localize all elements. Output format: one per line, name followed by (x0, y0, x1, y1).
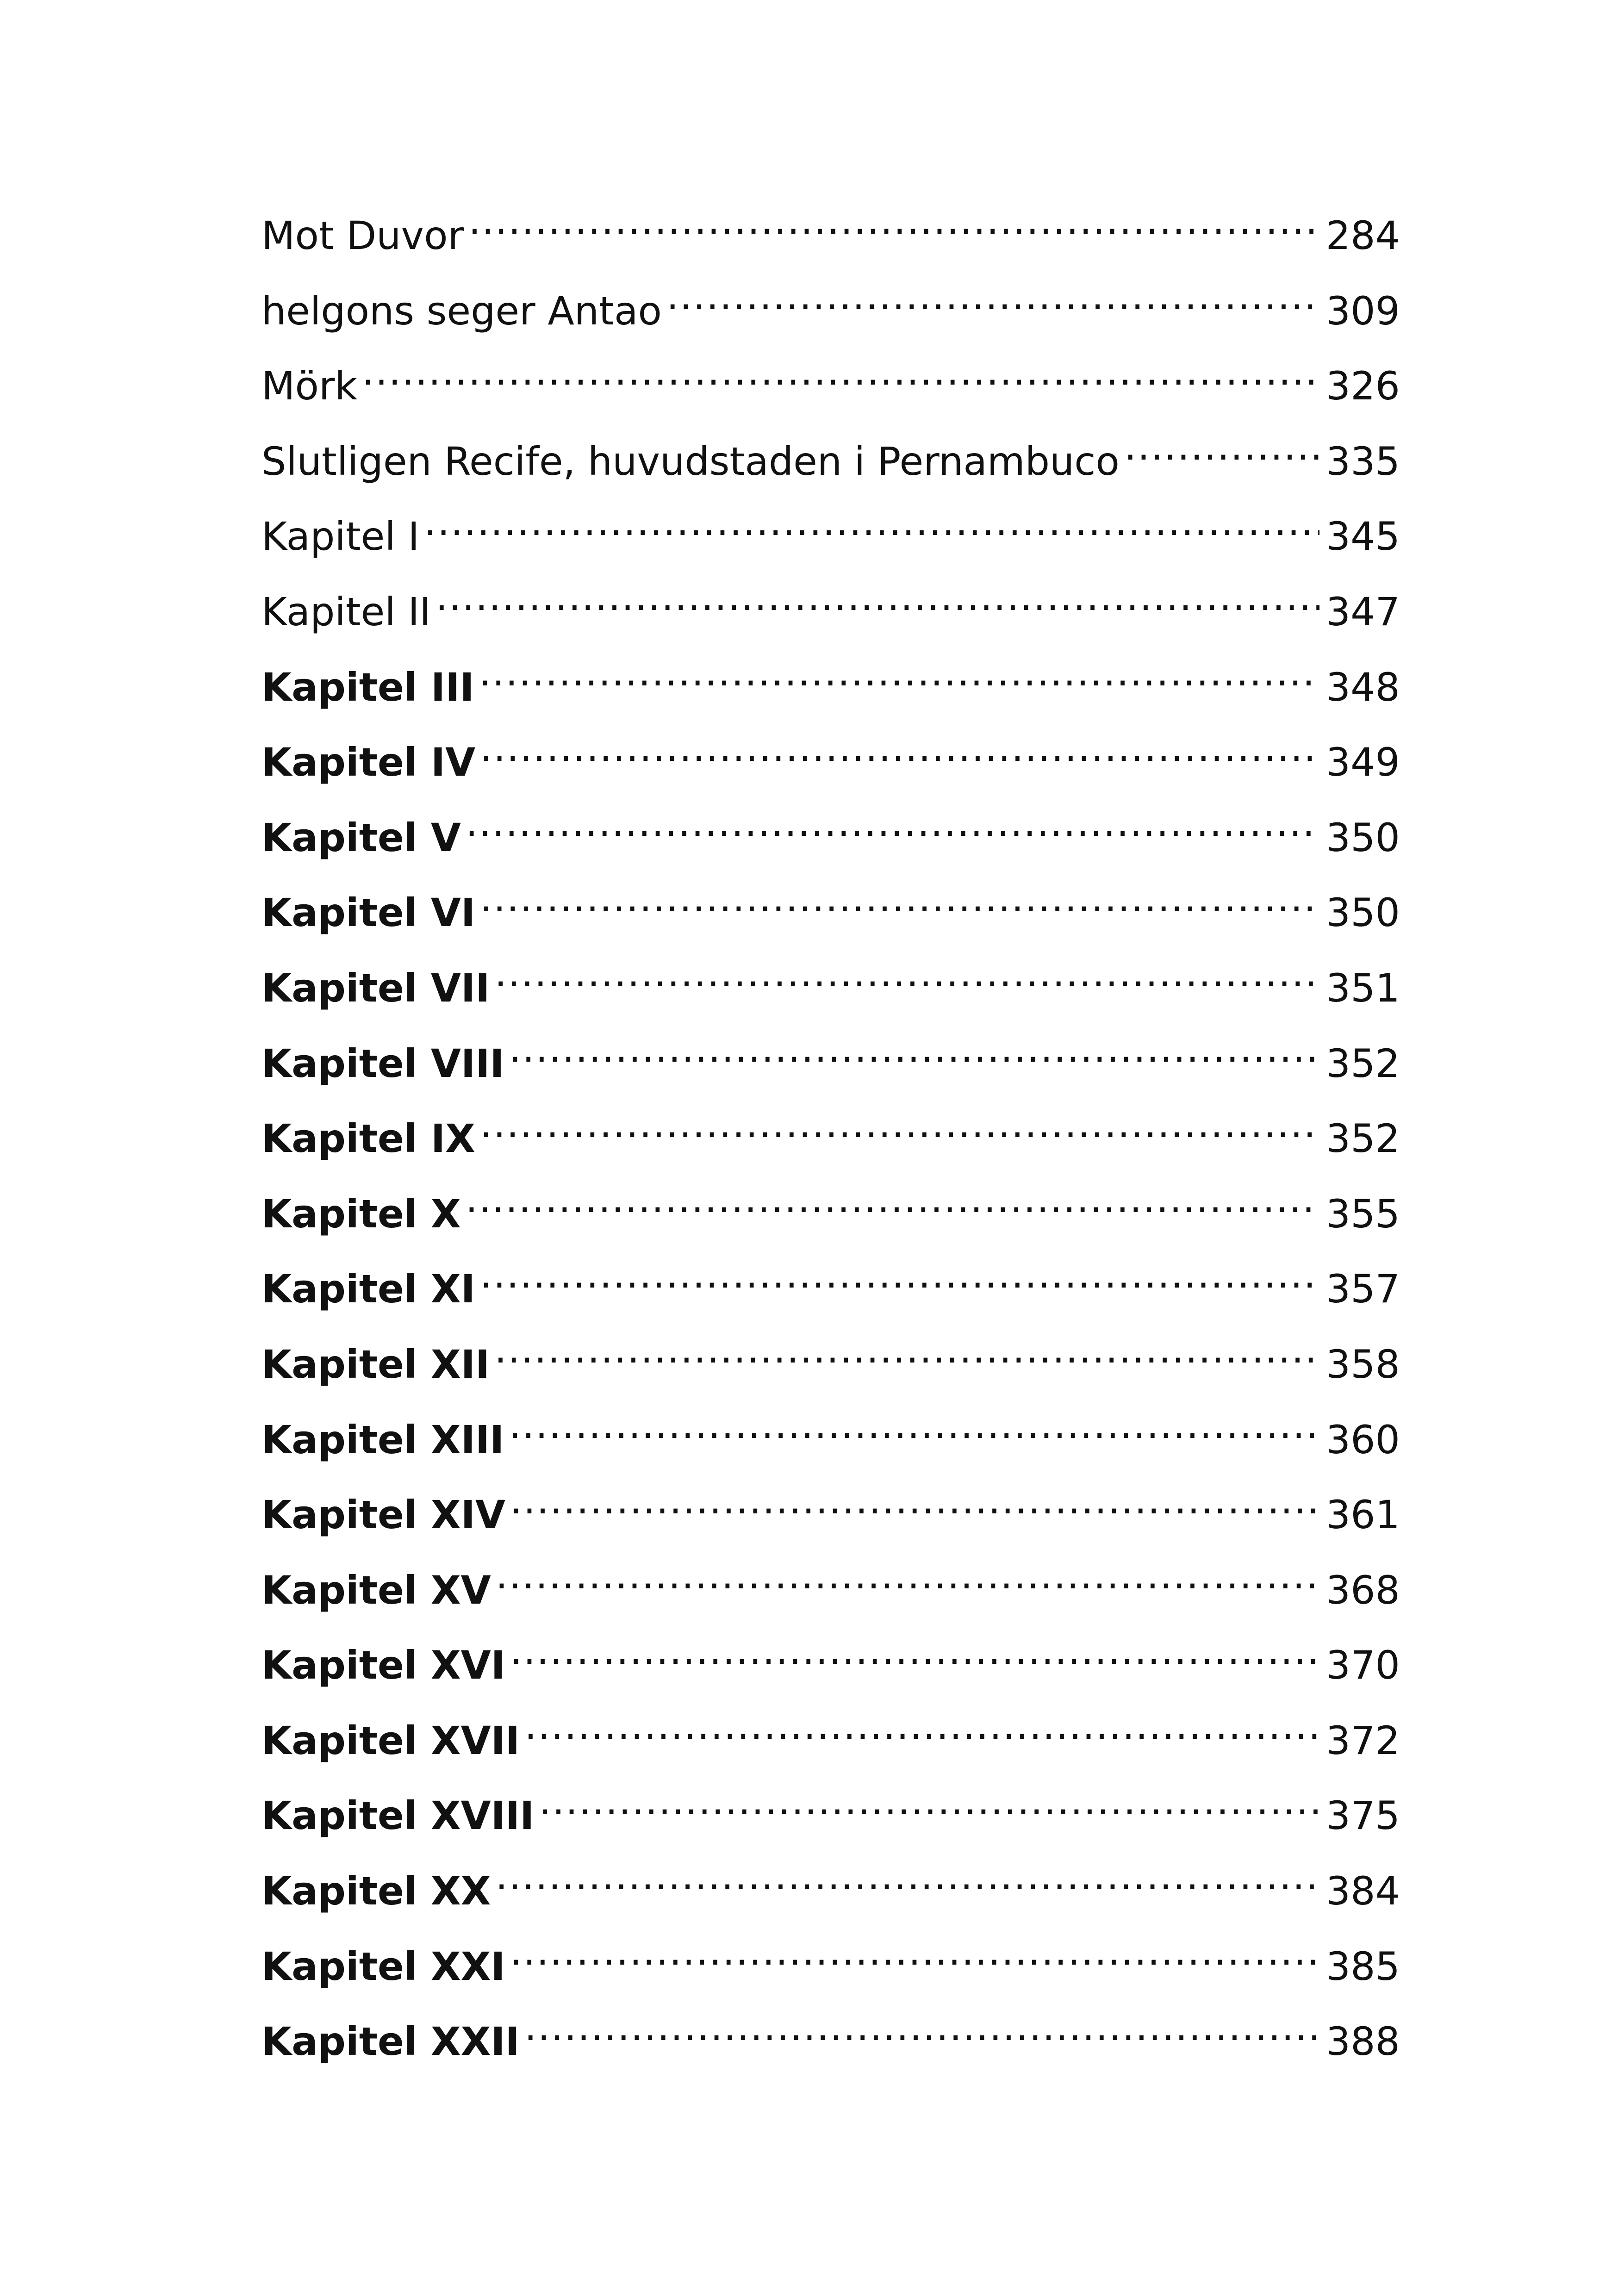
dot-leader (666, 286, 1319, 324)
toc-entry-title: Kapitel I (261, 514, 420, 560)
toc-entry-title: Mörk (261, 363, 358, 409)
toc-entry-page: 335 (1326, 438, 1400, 484)
dot-leader (524, 1715, 1319, 1754)
toc-entry[interactable] (261, 1113, 1400, 1188)
toc-entry-page: 309 (1326, 288, 1400, 334)
toc-entry-page: 352 (1326, 1040, 1400, 1086)
dot-leader (466, 1188, 1319, 1227)
toc-entry[interactable] (261, 887, 1400, 963)
toc-entry-page: 350 (1326, 890, 1400, 936)
dot-leader (510, 1640, 1319, 1679)
toc-entry[interactable] (261, 210, 1400, 286)
toc-entry[interactable] (261, 1790, 1400, 1866)
toc-entry[interactable] (261, 1489, 1400, 1565)
toc-entry-page: 347 (1326, 589, 1400, 635)
toc-entry-title: Kapitel XVII (261, 1717, 520, 1763)
toc-entry-title: Kapitel V (261, 815, 461, 860)
toc-entry-page: 375 (1326, 1793, 1400, 1839)
toc-entry[interactable] (261, 361, 1400, 436)
toc-entry-title: Kapitel XX (261, 1868, 491, 1914)
toc-entry[interactable] (261, 1414, 1400, 1490)
toc-entry-page: 352 (1326, 1116, 1400, 1162)
toc-entry[interactable] (261, 511, 1400, 586)
dot-leader (510, 1941, 1319, 1980)
toc-entry-title: Kapitel X (261, 1191, 461, 1237)
toc-entry-title: Mot Duvor (261, 213, 464, 258)
dot-leader (424, 511, 1319, 550)
toc-entry[interactable] (261, 2016, 1400, 2091)
toc-entry-page: 368 (1326, 1567, 1400, 1613)
toc-entry[interactable] (261, 1715, 1400, 1791)
toc-entry-page: 345 (1326, 514, 1400, 560)
dot-leader (466, 812, 1319, 851)
toc-entry-title: Kapitel VIII (261, 1040, 504, 1086)
dot-leader (510, 1489, 1319, 1528)
toc-entry-page: 348 (1326, 664, 1400, 710)
dot-leader (1124, 436, 1319, 475)
dot-leader (362, 361, 1319, 399)
toc-entry-title: Kapitel XI (261, 1266, 475, 1312)
toc-entry[interactable] (261, 662, 1400, 737)
dot-leader (509, 1414, 1319, 1453)
dot-leader (509, 1038, 1319, 1077)
toc-entry[interactable] (261, 737, 1400, 812)
toc-entry[interactable] (261, 586, 1400, 662)
toc-entry-page: 384 (1326, 1868, 1400, 1914)
toc-entry-page: 372 (1326, 1717, 1400, 1763)
dot-leader (480, 1263, 1319, 1302)
dot-leader (436, 586, 1319, 625)
toc-entry-title: Kapitel XV (261, 1567, 491, 1613)
dot-leader (539, 1790, 1319, 1829)
toc-entry-title: Kapitel IV (261, 740, 476, 785)
toc-entry-page: 388 (1326, 2019, 1400, 2065)
toc-entry-title: Kapitel XXI (261, 1943, 505, 1989)
toc-entry-title: Kapitel IX (261, 1116, 475, 1162)
toc-entry[interactable] (261, 1866, 1400, 1941)
toc-entry[interactable] (261, 286, 1400, 361)
toc-entry[interactable] (261, 1941, 1400, 2016)
toc-entry[interactable] (261, 1263, 1400, 1339)
toc-entry-page: 361 (1326, 1492, 1400, 1538)
dot-leader (496, 1565, 1319, 1604)
toc-entry-page: 358 (1326, 1341, 1400, 1387)
toc-entry-title: Kapitel VII (261, 965, 490, 1011)
toc-entry-title: Kapitel VI (261, 890, 476, 936)
dot-leader (494, 1339, 1319, 1378)
toc-entry-page: 326 (1326, 363, 1400, 409)
table-of-contents (261, 210, 1400, 2091)
toc-entry[interactable] (261, 1339, 1400, 1414)
toc-entry-page: 370 (1326, 1643, 1400, 1688)
dot-leader (479, 662, 1319, 701)
dot-leader (480, 887, 1319, 926)
dot-leader (480, 1113, 1319, 1152)
toc-entry-page: 351 (1326, 965, 1400, 1011)
toc-entry-page: 284 (1326, 213, 1400, 258)
toc-entry-page: 349 (1326, 740, 1400, 785)
toc-entry-page: 385 (1326, 1943, 1400, 1989)
toc-entry-page: 357 (1326, 1266, 1400, 1312)
toc-entry-page: 360 (1326, 1417, 1400, 1462)
toc-entry[interactable] (261, 963, 1400, 1038)
toc-entry-page: 355 (1326, 1191, 1400, 1237)
dot-leader (524, 2016, 1319, 2055)
toc-entry-title: Kapitel II (261, 589, 431, 635)
toc-entry-page: 350 (1326, 815, 1400, 860)
toc-entry-title: Kapitel XII (261, 1341, 490, 1387)
toc-entry-title: Kapitel XIII (261, 1417, 504, 1462)
dot-leader (468, 210, 1319, 249)
dot-leader (495, 1866, 1319, 1904)
toc-entry[interactable] (261, 1640, 1400, 1715)
dot-leader (480, 737, 1319, 776)
toc-entry[interactable] (261, 1188, 1400, 1264)
dot-leader (494, 963, 1319, 1002)
toc-entry[interactable] (261, 812, 1400, 888)
toc-entry-title: Kapitel XVIII (261, 1793, 535, 1839)
toc-entry[interactable] (261, 436, 1400, 511)
toc-entry-title: Slutligen Recife, huvudstaden i Pernambuco (261, 438, 1120, 484)
toc-entry-title: Kapitel XIV (261, 1492, 505, 1538)
toc-entry-title: Kapitel III (261, 664, 474, 710)
toc-entry-title: Kapitel XVI (261, 1643, 505, 1688)
toc-entry[interactable] (261, 1565, 1400, 1640)
toc-entry-title: helgons seger Antao (261, 288, 662, 334)
toc-entry-title: Kapitel XXII (261, 2019, 520, 2065)
toc-entry[interactable] (261, 1038, 1400, 1114)
